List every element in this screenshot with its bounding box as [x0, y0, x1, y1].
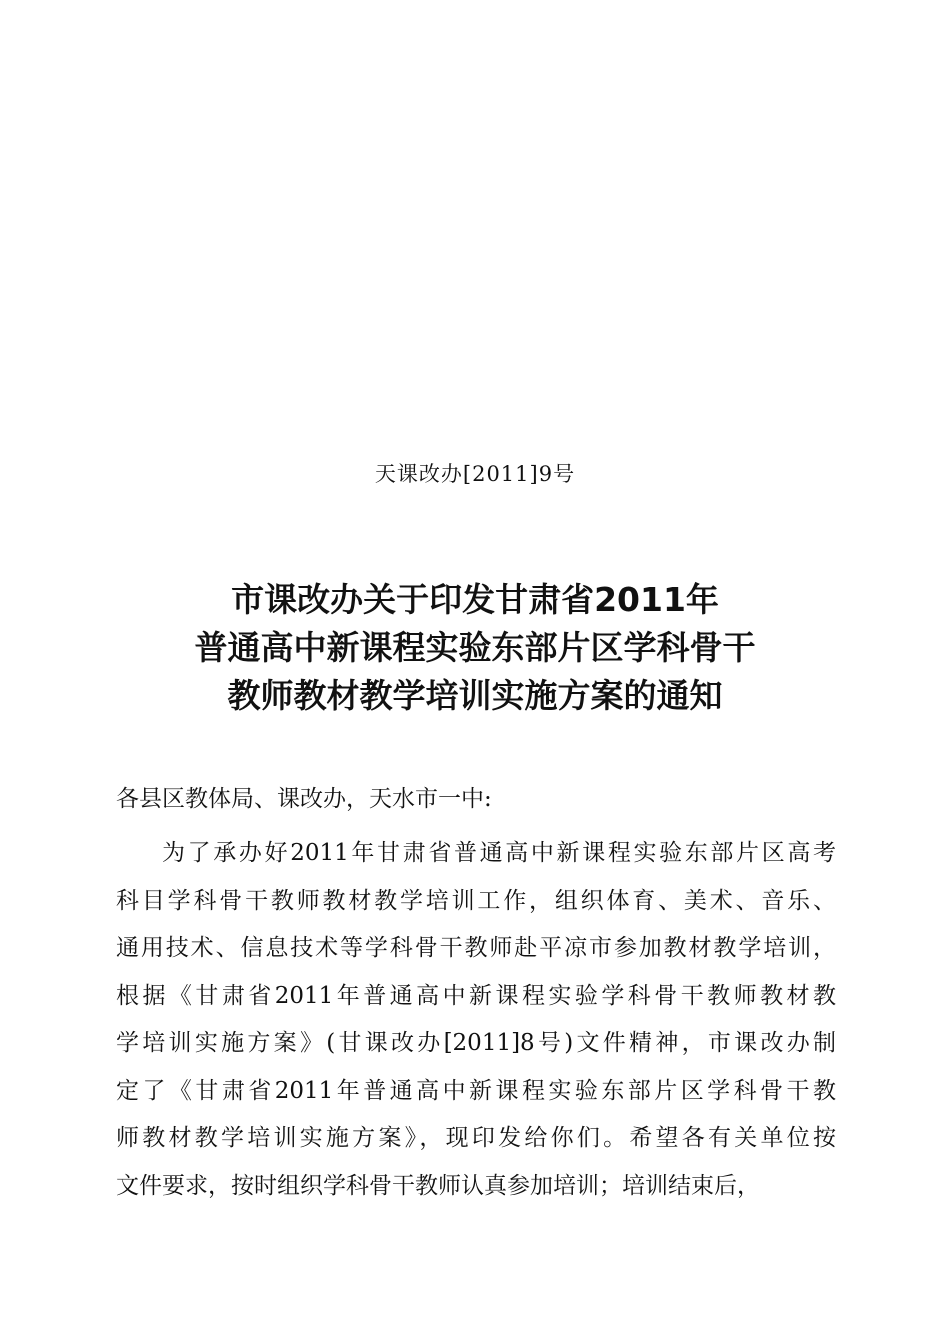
document-number: 天课改办[2011]9号	[374, 462, 576, 486]
body-line: 科目学科骨干教师教材教学培训工作，组织体育、美术、音乐、	[116, 887, 836, 914]
salutation: 各县区教体局、课改办，天水市一中:	[116, 786, 492, 812]
body-line: 文件要求，按时组织学科骨干教师认真参加培训；培训结束后，	[116, 1172, 760, 1199]
body-paragraph	[116, 830, 836, 1210]
title-line: 普通高中新课程实验东部片区学科骨干	[194, 628, 756, 667]
body-line: 为了承办好2011年甘肃省普通高中新课程实验东部片区高考	[162, 840, 836, 866]
body-line: 根据《甘肃省2011年普通高中新课程实验学科骨干教师教材教	[116, 982, 836, 1009]
title-line: 市课改办关于印发甘肃省2011年	[231, 580, 719, 619]
body-line: 学培训实施方案》(甘课改办[2011]8号)文件精神，市课改办制	[116, 1030, 836, 1056]
body-line: 通用技术、信息技术等学科骨干教师赴平凉市参加教材教学培训，	[116, 935, 836, 961]
document-title	[0, 576, 950, 720]
title-line: 教师教材教学培训实施方案的通知	[227, 676, 723, 715]
body-line: 定了《甘肃省2011年普通高中新课程实验东部片区学科骨干教	[116, 1077, 836, 1104]
body-line: 师教材教学培训实施方案》，现印发给你们。希望各有关单位按	[116, 1125, 836, 1151]
